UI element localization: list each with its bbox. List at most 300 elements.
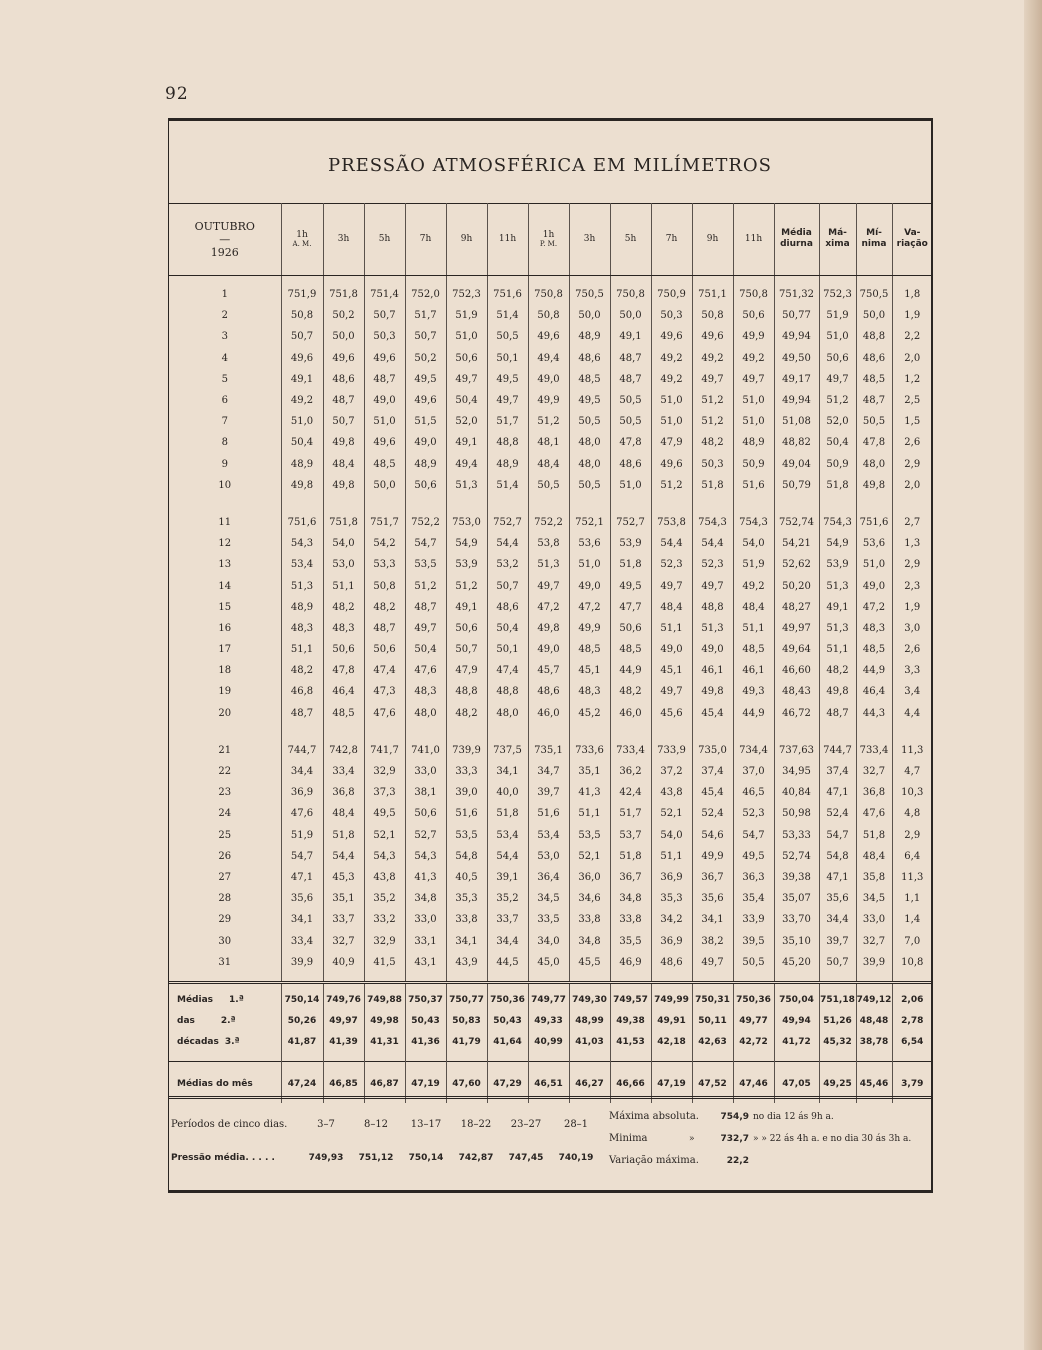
table-cell: 51,8 [610, 846, 651, 867]
table-cell: 51,26 [819, 1011, 856, 1032]
max-absolute-label: Máxima absoluta. [609, 1111, 699, 1122]
table-cell: 50,7 [364, 305, 405, 326]
table-cell: 48,5 [856, 369, 892, 390]
table-cell: 46,0 [610, 703, 651, 732]
table-cell: 53,6 [856, 533, 892, 554]
table-cell: 749,99 [651, 982, 692, 1011]
table-cell: 51,1 [281, 639, 323, 660]
table-cell: 52,1 [651, 803, 692, 824]
table-cell: 34,2 [651, 909, 692, 930]
hour-period: A. M. [292, 240, 312, 248]
table-cell: 54,3 [281, 533, 323, 554]
day-number: 13 [218, 559, 232, 571]
hour-header [405, 203, 446, 276]
table-cell: 750,37 [405, 982, 446, 1011]
table-cell: 46,27 [569, 1061, 610, 1103]
table-cell: 48,99 [569, 1011, 610, 1032]
table-cell: 50,3 [364, 326, 405, 347]
table-cell: 45,32 [819, 1032, 856, 1062]
table-row [169, 432, 932, 453]
table-cell: 750,8 [733, 276, 774, 306]
table-cell: 41,53 [610, 1032, 651, 1062]
table-cell: 54,0 [733, 533, 774, 554]
table-cell: 51,0 [651, 411, 692, 432]
page-number: 92 [165, 84, 189, 104]
table-cell: 49,6 [651, 454, 692, 475]
table-cell: 48,9 [733, 432, 774, 453]
table-cell: 53,2 [487, 554, 528, 575]
table-cell: 49,94 [774, 326, 819, 347]
table-cell: 41,3 [569, 782, 610, 803]
table-cell: 52,7 [405, 825, 446, 846]
table-cell: 48,4 [733, 597, 774, 618]
table-cell: 47,8 [610, 432, 651, 453]
table-cell: 36,4 [528, 867, 569, 888]
day-number: 7 [221, 416, 228, 428]
month-average-label: Médias do mês [169, 1061, 281, 1103]
table-cell: 50,0 [610, 305, 651, 326]
table-cell: 51,6 [446, 803, 487, 824]
table-cell: 50,0 [323, 326, 364, 347]
table-cell: 49,8 [819, 681, 856, 702]
table-cell: 47,60 [446, 1061, 487, 1103]
table-cell: 49,8 [323, 475, 364, 504]
table-cell: 49,3 [733, 681, 774, 702]
table-cell: 1,9 [892, 305, 932, 326]
hour-period: P. M. [539, 240, 558, 248]
table-cell: 751,4 [364, 276, 405, 306]
table-cell: 733,9 [651, 732, 692, 761]
table-cell: 47,1 [281, 867, 323, 888]
table-cell: 33,3 [446, 761, 487, 782]
table-cell: 49,91 [651, 1011, 692, 1032]
table-cell: 4,7 [892, 761, 932, 782]
table-cell: 35,6 [819, 888, 856, 909]
table-cell: 50,7 [487, 575, 528, 596]
table-cell: 34,95 [774, 761, 819, 782]
table-cell: 48,8 [856, 326, 892, 347]
day-number: 1 [221, 289, 228, 301]
table-cell: 45,1 [651, 660, 692, 681]
table-cell: 48,82 [774, 432, 819, 453]
table-cell: 50,5 [528, 475, 569, 504]
table-cell: 49,7 [692, 952, 733, 983]
table-cell: 50,1 [487, 348, 528, 369]
table-cell: 51,9 [446, 305, 487, 326]
day-number: 17 [218, 644, 232, 656]
table-cell: 48,5 [733, 639, 774, 660]
table-cell: 53,33 [774, 825, 819, 846]
table-cell: 54,6 [692, 825, 733, 846]
table-cell: 47,4 [487, 660, 528, 681]
table-cell: 2,5 [892, 390, 932, 411]
periods-label: Períodos de cinco dias. [171, 1119, 288, 1130]
table-cell: 34,7 [528, 761, 569, 782]
period-range: 23–27 [510, 1119, 542, 1130]
table-cell: 47,2 [528, 597, 569, 618]
table-cell: 38,1 [405, 782, 446, 803]
table-cell: 48,7 [819, 703, 856, 732]
pressao-media-value: 749,93 [308, 1153, 344, 1163]
table-cell: 41,03 [569, 1032, 610, 1062]
table-cell: 752,7 [487, 504, 528, 533]
table-cell: 10,3 [892, 782, 932, 803]
day-number: 20 [218, 707, 232, 719]
table-cell: 48,5 [856, 639, 892, 660]
table-cell: 4,4 [892, 703, 932, 732]
table-cell: 52,1 [569, 846, 610, 867]
table-cell: 46,87 [364, 1061, 405, 1103]
table-cell: 41,79 [446, 1032, 487, 1062]
table-cell: 735,0 [692, 732, 733, 761]
table-cell: 51,1 [651, 846, 692, 867]
table-cell: 51,8 [487, 803, 528, 824]
header-row [169, 203, 932, 276]
page-title: PRESSÃO ATMOSFÉRICA EM MILÍMETROS [327, 154, 773, 176]
day-number: 24 [218, 808, 232, 820]
table-cell: 34,8 [405, 888, 446, 909]
day-number: 15 [218, 601, 232, 613]
table-cell: 1,9 [892, 597, 932, 618]
day-number: 28 [218, 893, 232, 905]
table-row [169, 825, 932, 846]
hour-header [733, 203, 774, 276]
table-cell: 752,0 [405, 276, 446, 306]
table-cell: 1,8 [892, 276, 932, 306]
table-cell: 33,2 [364, 909, 405, 930]
table-cell: 49,0 [528, 369, 569, 390]
table-cell: 46,51 [528, 1061, 569, 1103]
table-cell: 50,98 [774, 803, 819, 824]
table-cell: 52,62 [774, 554, 819, 575]
table-cell: 44,5 [487, 952, 528, 983]
table-cell: 48,4 [323, 803, 364, 824]
table-cell: 41,64 [487, 1032, 528, 1062]
table-cell: 36,9 [651, 930, 692, 951]
table-cell: 3,3 [892, 660, 932, 681]
table-cell: 741,0 [405, 732, 446, 761]
table-cell: 48,2 [692, 432, 733, 453]
table-cell: 754,3 [733, 504, 774, 533]
table-row [169, 369, 932, 390]
table-cell: 49,6 [692, 326, 733, 347]
table-row [169, 597, 932, 618]
table-cell: 51,8 [692, 475, 733, 504]
table-cell: 54,4 [651, 533, 692, 554]
table-cell: 42,4 [610, 782, 651, 803]
table-row [169, 703, 932, 732]
table-cell: 43,8 [364, 867, 405, 888]
table-cell: 50,0 [856, 305, 892, 326]
table-cell: 39,5 [733, 930, 774, 951]
table-cell: 49,5 [733, 846, 774, 867]
table-cell: 2,9 [892, 554, 932, 575]
table-cell: 750,9 [651, 276, 692, 306]
table-cell: 48,0 [405, 703, 446, 732]
table-cell: 34,0 [528, 930, 569, 951]
table-cell: 49,6 [364, 432, 405, 453]
table-cell: 53,3 [364, 554, 405, 575]
table-cell: 53,5 [446, 825, 487, 846]
table-cell: 41,5 [364, 952, 405, 983]
table-cell: 46,4 [323, 681, 364, 702]
table-cell: 48,0 [569, 454, 610, 475]
decade-average-row [169, 1032, 932, 1062]
stat-header: Má- xima [819, 203, 856, 276]
table-cell: 45,3 [323, 867, 364, 888]
table-cell: 749,30 [569, 982, 610, 1011]
table-cell: 49,8 [692, 681, 733, 702]
decade-ordinal: 3.ª [224, 1037, 240, 1048]
table-cell: 32,9 [364, 761, 405, 782]
min-absolute-text: » » 22 ás 4h a. e no dia 30 ás 3h a. [753, 1134, 912, 1144]
table-cell: 50,11 [692, 1011, 733, 1032]
hour-label: 3h [337, 234, 350, 244]
table-cell: 6,54 [892, 1032, 932, 1062]
table-cell: 749,12 [856, 982, 892, 1011]
table-cell: 33,0 [405, 761, 446, 782]
table-cell: 48,2 [281, 660, 323, 681]
table-cell: 53,4 [487, 825, 528, 846]
table-cell: 47,6 [364, 703, 405, 732]
table-cell: 752,74 [774, 504, 819, 533]
table-cell: 46,85 [323, 1061, 364, 1103]
period-range: 8–12 [363, 1119, 389, 1130]
table-cell: 49,5 [610, 575, 651, 596]
table-row [169, 952, 932, 983]
table-row [169, 846, 932, 867]
table-cell: 38,2 [692, 930, 733, 951]
table-cell: 49,94 [774, 390, 819, 411]
table-cell: 49,6 [528, 326, 569, 347]
day-number: 29 [218, 914, 232, 926]
table-cell: 49,6 [651, 326, 692, 347]
table-cell: 48,3 [281, 618, 323, 639]
table-cell: 50,4 [819, 432, 856, 453]
table-cell: 49,33 [528, 1011, 569, 1032]
table-cell: 50,2 [323, 305, 364, 326]
table-cell: 44,9 [610, 660, 651, 681]
table-cell: 39,7 [528, 782, 569, 803]
table-cell: 750,14 [281, 982, 323, 1011]
table-cell: 48,9 [281, 454, 323, 475]
hour-label: 1h [296, 230, 308, 240]
table-cell: 41,72 [774, 1032, 819, 1062]
table-cell: 36,2 [610, 761, 651, 782]
table-cell: 754,3 [692, 504, 733, 533]
table-cell: 750,04 [774, 982, 819, 1011]
table-cell: 32,7 [856, 761, 892, 782]
pressao-media-value: 750,14 [408, 1153, 444, 1163]
hour-label: 7h [665, 234, 678, 244]
table-cell: 48,1 [528, 432, 569, 453]
table-cell: 35,07 [774, 888, 819, 909]
table-cell: 754,3 [819, 504, 856, 533]
table-cell: 51,3 [528, 554, 569, 575]
decade-label [169, 1032, 281, 1062]
day-number: 30 [218, 935, 232, 947]
table-cell: 46,0 [528, 703, 569, 732]
table-cell: 49,8 [528, 618, 569, 639]
decade-label-text: décadas [177, 1037, 219, 1048]
table-cell: 46,60 [774, 660, 819, 681]
table-cell: 48,6 [487, 597, 528, 618]
table-cell: 32,7 [856, 930, 892, 951]
table-cell: 50,6 [364, 639, 405, 660]
table-cell: 50,7 [405, 326, 446, 347]
table-row [169, 782, 932, 803]
table-cell: 50,7 [281, 326, 323, 347]
table-cell: 51,08 [774, 411, 819, 432]
day-number: 9 [221, 458, 228, 470]
table-cell: 35,1 [569, 761, 610, 782]
average-rows [169, 982, 932, 1103]
table-cell: 49,8 [856, 475, 892, 504]
table-cell: 2,7 [892, 504, 932, 533]
table-cell: 49,0 [364, 390, 405, 411]
table-cell: 50,6 [323, 639, 364, 660]
table-cell: 34,4 [281, 761, 323, 782]
hour-header [651, 203, 692, 276]
table-cell: 47,1 [819, 782, 856, 803]
table-cell: 751,8 [323, 276, 364, 306]
table-cell: 36,8 [856, 782, 892, 803]
footer-summary [169, 1096, 931, 1194]
max-absolute-text: no dia 12 ás 9h a. [753, 1112, 834, 1122]
table-cell: 49,4 [446, 454, 487, 475]
table-cell: 48,27 [774, 597, 819, 618]
table-cell: 742,8 [323, 732, 364, 761]
pressao-media-value: 742,87 [458, 1153, 494, 1163]
table-cell: 54,4 [487, 533, 528, 554]
table-cell: 749,88 [364, 982, 405, 1011]
table-cell: 47,46 [733, 1061, 774, 1103]
table-cell: 49,7 [528, 575, 569, 596]
hour-header [692, 203, 733, 276]
table-row [169, 348, 932, 369]
table-cell: 39,7 [819, 930, 856, 951]
table-cell: 36,0 [569, 867, 610, 888]
table-cell: 42,72 [733, 1032, 774, 1062]
table-cell: 48,6 [610, 454, 651, 475]
table-cell: 51,3 [692, 618, 733, 639]
table-cell: 49,7 [819, 369, 856, 390]
decade-ordinal: 2.ª [220, 1016, 236, 1027]
table-cell: 53,5 [569, 825, 610, 846]
table-cell: 50,2 [405, 348, 446, 369]
table-cell: 36,9 [651, 867, 692, 888]
table-cell: 48,8 [487, 432, 528, 453]
table-cell: 45,4 [692, 703, 733, 732]
table-cell: 47,6 [856, 803, 892, 824]
table-cell: 51,7 [405, 305, 446, 326]
decade-ordinal: 1.ª [229, 995, 244, 1006]
table-cell: 48,2 [819, 660, 856, 681]
table-cell: 35,3 [446, 888, 487, 909]
table-cell: 49,7 [405, 618, 446, 639]
table-cell: 51,0 [651, 390, 692, 411]
month-header [169, 203, 281, 276]
day-number: 26 [218, 850, 232, 862]
table-cell: 11,3 [892, 867, 932, 888]
table-cell: 752,3 [819, 276, 856, 306]
table-row [169, 305, 932, 326]
table-cell: 48,3 [856, 618, 892, 639]
table-row [169, 909, 932, 930]
table-cell: 48,7 [281, 703, 323, 732]
day-number: 25 [218, 829, 232, 841]
table-cell: 47,3 [364, 681, 405, 702]
table-row [169, 390, 932, 411]
table-cell: 48,43 [774, 681, 819, 702]
table-cell: 41,36 [405, 1032, 446, 1062]
table-cell: 35,10 [774, 930, 819, 951]
table-cell: 47,4 [364, 660, 405, 681]
table-cell: 49,77 [733, 1011, 774, 1032]
table-cell: 2,3 [892, 575, 932, 596]
table-cell: 54,0 [323, 533, 364, 554]
table-cell: 744,7 [819, 732, 856, 761]
table-row [169, 276, 932, 306]
table-cell: 36,7 [610, 867, 651, 888]
table-cell: 47,8 [323, 660, 364, 681]
table-cell: 50,6 [446, 348, 487, 369]
table-cell: 49,97 [774, 618, 819, 639]
table-cell: 48,8 [692, 597, 733, 618]
table-cell: 48,4 [323, 454, 364, 475]
table-row [169, 326, 932, 347]
table-cell: 54,3 [364, 846, 405, 867]
table-cell: 50,4 [446, 390, 487, 411]
decade-average-row [169, 1011, 932, 1032]
table-cell: 45,1 [569, 660, 610, 681]
table-cell: 37,4 [692, 761, 733, 782]
table-cell: 49,0 [692, 639, 733, 660]
table-cell: 2,0 [892, 475, 932, 504]
table-cell: 749,76 [323, 982, 364, 1011]
table-cell: 37,2 [651, 761, 692, 782]
table-cell: 50,6 [819, 348, 856, 369]
table-cell: 49,8 [281, 475, 323, 504]
table-cell: 48,6 [323, 369, 364, 390]
table-cell: 50,8 [364, 575, 405, 596]
month-label: OUTUBRO [194, 219, 255, 233]
pressao-media-value: 751,12 [358, 1153, 394, 1163]
table-cell: 46,9 [610, 952, 651, 983]
table-frame [168, 118, 933, 1193]
table-cell: 54,8 [819, 846, 856, 867]
table-cell: 45,0 [528, 952, 569, 983]
table-cell: 33,4 [281, 930, 323, 951]
table-cell: 34,8 [569, 930, 610, 951]
table-cell: 53,6 [569, 533, 610, 554]
table-cell: 46,1 [692, 660, 733, 681]
table-cell: 50,6 [610, 618, 651, 639]
table-cell: 50,5 [610, 390, 651, 411]
table-cell: 33,5 [528, 909, 569, 930]
table-cell: 3,79 [892, 1061, 932, 1103]
table-cell: 49,94 [774, 1011, 819, 1032]
day-number: 5 [221, 373, 228, 385]
table-cell: 753,0 [446, 504, 487, 533]
table-cell: 48,0 [856, 454, 892, 475]
table-row [169, 681, 932, 702]
table-cell: 751,18 [819, 982, 856, 1011]
table-cell: 48,9 [487, 454, 528, 475]
table-cell: 50,9 [819, 454, 856, 475]
table-cell: 51,7 [610, 803, 651, 824]
day-number: 6 [221, 395, 228, 407]
